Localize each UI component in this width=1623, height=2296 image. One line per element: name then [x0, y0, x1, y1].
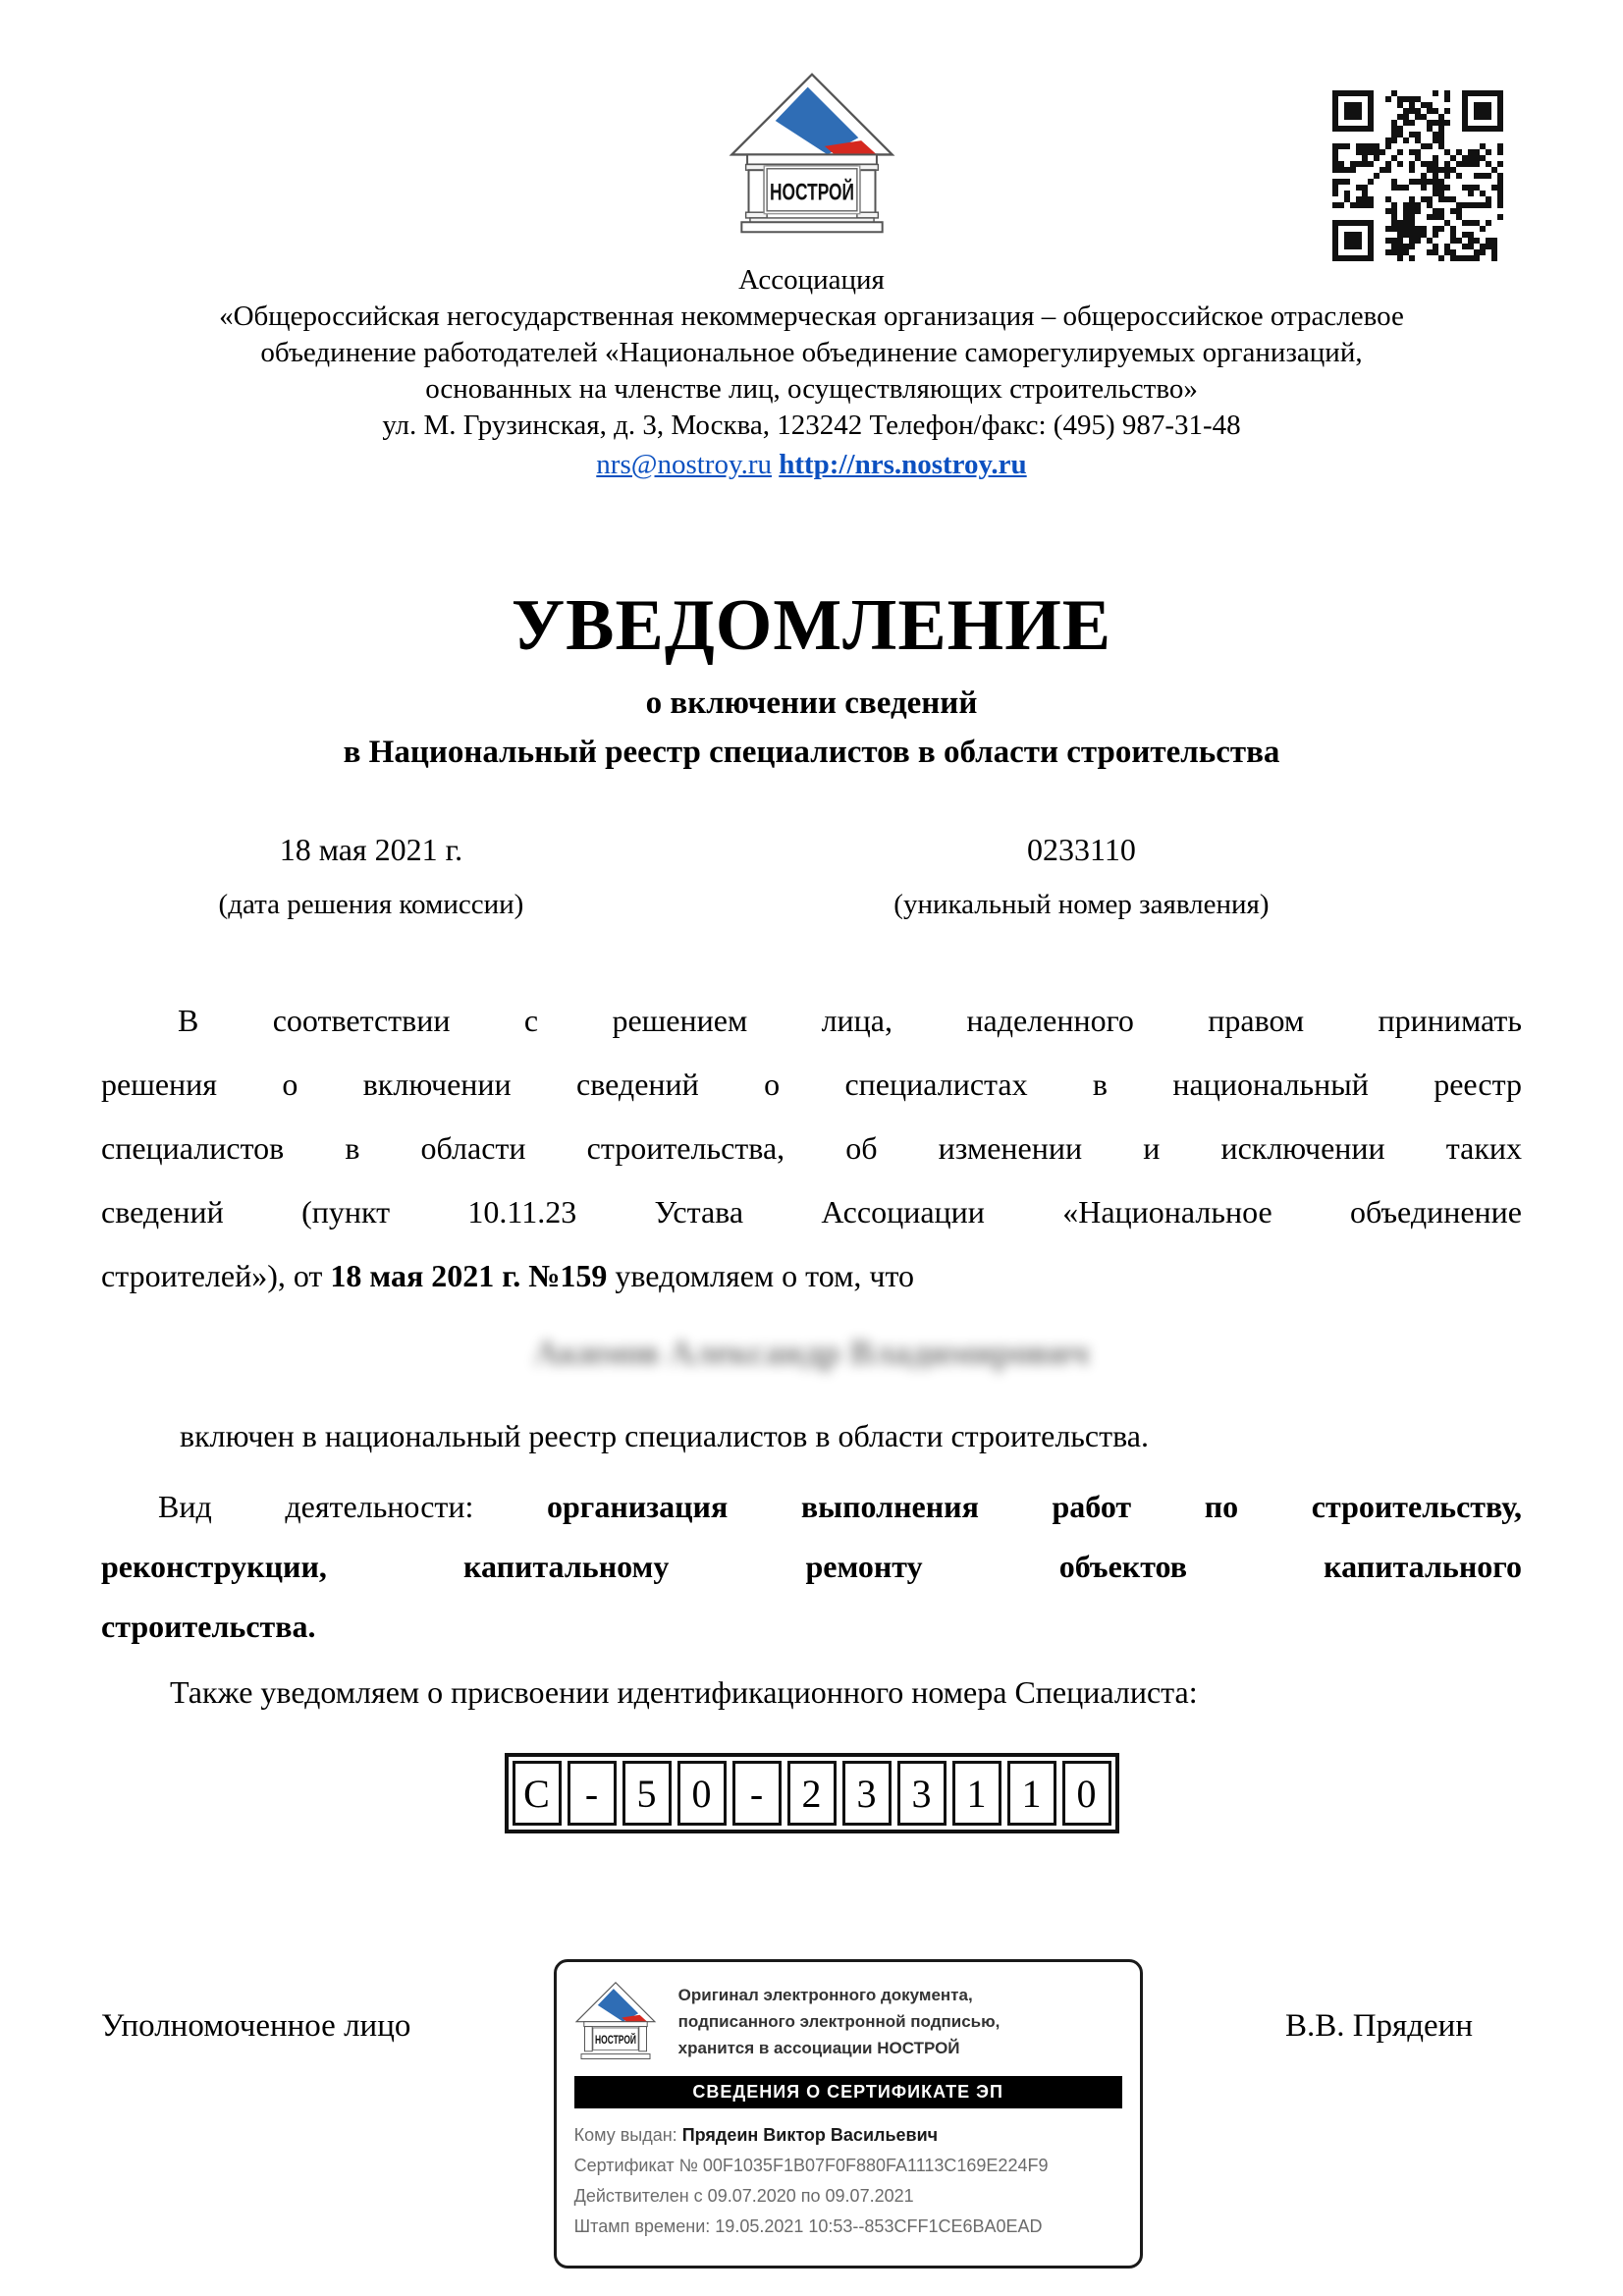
- validity-line: Действителен с 09.07.2020 по 09.07.2021: [573, 2186, 914, 2206]
- website-link[interactable]: http://nrs.nostroy.ru: [779, 449, 1027, 480]
- application-number-label: (уникальный номер заявления): [893, 889, 1270, 920]
- id-cell: 0: [677, 1761, 727, 1826]
- certificate-info-bar: СВЕДЕНИЯ О СЕРТИФИКАТЕ ЭП: [574, 2076, 1122, 2108]
- activity-label: Вид деятельности:: [158, 1489, 547, 1524]
- id-cell: 2: [787, 1761, 837, 1826]
- stamp-origin-line: хранится в ассоциации НОСТРОЙ: [677, 2039, 960, 2057]
- activity-paragraph: [101, 1477, 1522, 1657]
- paragraph-line: В соответствии с решением лица, наделенного правом принимать: [178, 1003, 1522, 1038]
- nostroy-logo-icon: [728, 69, 896, 238]
- signature-row: [101, 1959, 1522, 2269]
- id-cell: 0: [1062, 1761, 1111, 1826]
- paragraph-line: специалистов в области строительства, об изменении и исключении таких: [101, 1130, 1522, 1166]
- id-cell: 5: [622, 1761, 672, 1826]
- certificate-details: [574, 2120, 1122, 2242]
- association-word: Ассоциация: [738, 264, 885, 296]
- paragraph-line: сведений (пункт 10.11.23 Устава Ассоциации «Национальное объединение: [101, 1194, 1522, 1230]
- paragraph-text: уведомляем о том, что: [607, 1258, 914, 1293]
- document-subtitle-2: в Национальный реестр специалистов в области строительства: [343, 735, 1280, 770]
- signer-name: В.В. Прядеин: [1284, 2008, 1473, 2044]
- id-cell: -: [568, 1761, 617, 1826]
- id-assignment-statement: Также уведомляем о присвоении идентификационного номера Специалиста:: [170, 1674, 1198, 1710]
- inclusion-statement: включен в национальный реестр специалистов в области строительства.: [180, 1418, 1149, 1453]
- document-title: УВЕДОМЛЕНИЕ: [511, 585, 1112, 666]
- order-date-number: 18 мая 2021 г. №159: [330, 1258, 608, 1293]
- org-name-line-3: основанных на членстве лиц, осуществляющих строительство»: [425, 373, 1198, 405]
- document-subtitle-1: о включении сведений: [645, 685, 978, 721]
- activity-line: [101, 1477, 1522, 1537]
- application-number-block: [641, 830, 1522, 922]
- id-cell: С: [513, 1761, 562, 1826]
- id-cell: 1: [952, 1761, 1001, 1826]
- activity-line: строительства.: [101, 1609, 316, 1644]
- email-link[interactable]: nrs@nostroy.ru: [596, 449, 772, 480]
- specialist-id-cells: [505, 1753, 1119, 1833]
- org-address-line: ул. М. Грузинская, д. 3, Москва, 123242 Телефон/факс: (495) 987-31-48: [382, 410, 1241, 441]
- main-paragraph: [101, 989, 1522, 1308]
- paragraph-line: решения о включении сведений о специалистах в национальный реестр: [101, 1066, 1522, 1102]
- decision-date-value: 18 мая 2021 г.: [279, 832, 463, 867]
- specialist-name-blurred: Акимов Александр Владимирович: [533, 1333, 1090, 1372]
- logo-text: НОСТРОЙ: [769, 179, 889, 206]
- meta-row: [101, 830, 1522, 922]
- paragraph-line: [101, 1244, 1522, 1308]
- stamp-header: [574, 1978, 1122, 2064]
- qr-code: [1332, 90, 1503, 261]
- e-signature-stamp: [554, 1959, 1143, 2269]
- stamp-logo-text: НОСТРОЙ: [594, 2033, 653, 2048]
- id-cell: 3: [842, 1761, 892, 1826]
- certificate-number-line: Сертификат № 00F1035F1B07F0F880FA1113C169E224F9: [573, 2156, 1049, 2175]
- specialist-id-table: [101, 1753, 1522, 1833]
- id-cell: -: [732, 1761, 782, 1826]
- id-cell: 1: [1007, 1761, 1056, 1826]
- issued-to-line: [574, 2120, 1122, 2151]
- activity-line: реконструкции, капитальному ремонту объектов капитального: [101, 1549, 1522, 1584]
- authorized-person-label: Уполномоченное лицо: [101, 2008, 411, 2044]
- stamp-origin-line: Оригинал электронного документа,: [677, 1986, 973, 2004]
- application-number-value: 0233110: [1027, 832, 1136, 867]
- nostroy-logo-small-icon: [574, 1978, 657, 2064]
- stamp-origin-line: подписанного электронной подписью,: [677, 2012, 1001, 2031]
- org-name-line-1: «Общероссийская негосударственная некоммерческая организация – общероссийское отраслевое: [219, 301, 1404, 332]
- timestamp-line: Штамп времени: 19.05.2021 10:53--853CFF1CE6BA0EAD: [573, 2216, 1043, 2236]
- id-cell: 3: [897, 1761, 947, 1826]
- contact-links-line: [101, 446, 1522, 483]
- activity-value: организация выполнения работ по строительству,: [547, 1489, 1523, 1524]
- org-name-line-2: объединение работодателей «Национальное объединение саморегулируемых организаций,: [260, 337, 1363, 368]
- decision-date-block: [101, 830, 641, 922]
- issued-to-name: Прядеин Виктор Васильевич: [681, 2125, 939, 2145]
- paragraph-text: строителей»), от: [101, 1258, 331, 1293]
- decision-date-label: (дата решения комиссии): [218, 889, 524, 920]
- issued-to-label: Кому выдан:: [573, 2125, 677, 2145]
- stamp-origin-text: [678, 1978, 1001, 2061]
